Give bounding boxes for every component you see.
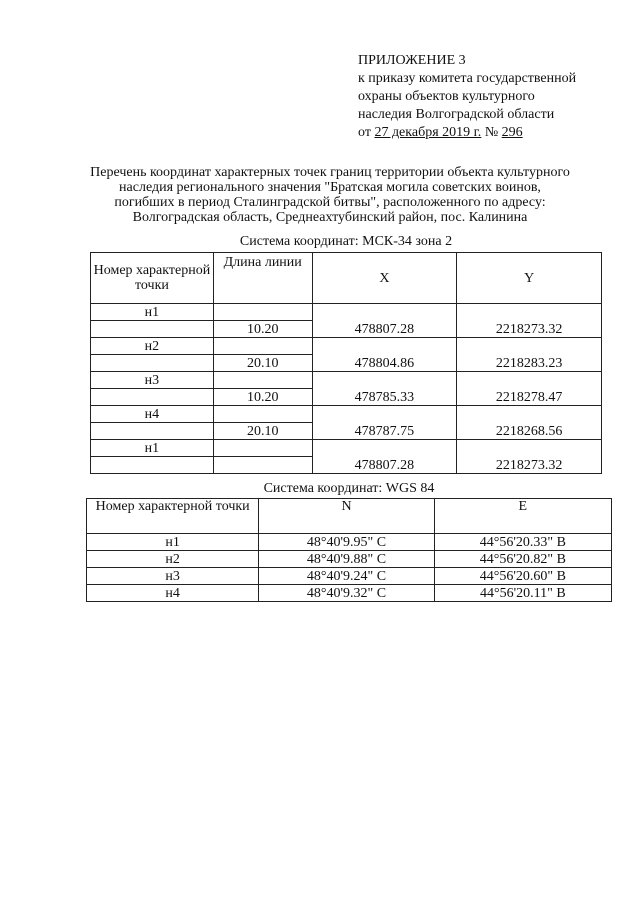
order-number: 296 xyxy=(501,125,523,140)
line-length: 10.20 xyxy=(213,389,312,406)
header-point-number: Номер характерной точки xyxy=(87,499,259,534)
order-line-1: к приказу комитета государственной xyxy=(358,71,577,86)
appendix-number: ПРИЛОЖЕНИЕ 3 xyxy=(358,53,466,68)
empty-cell xyxy=(213,372,312,389)
order-line-3: наследия Волгоградской области xyxy=(358,107,555,122)
x-value: 478787.75 xyxy=(312,406,457,440)
latitude-value: 48°40'9.24" С xyxy=(259,568,434,585)
empty-cell xyxy=(91,457,214,474)
table2-caption: Система координат: WGS 84 xyxy=(263,481,435,496)
longitude-value: 44°56'20.33" В xyxy=(434,534,611,551)
table-row xyxy=(87,585,612,602)
x-value: 478807.28 xyxy=(312,440,457,474)
point-name: н3 xyxy=(91,372,214,389)
empty-cell xyxy=(91,389,214,406)
y-value: 2218283.23 xyxy=(457,338,602,372)
empty-cell xyxy=(213,338,312,355)
point-name: н1 xyxy=(87,534,259,551)
x-value: 478807.28 xyxy=(312,304,457,338)
wgs84-coordinates-table xyxy=(86,498,612,602)
table1-caption: Система координат: МСК-34 зона 2 xyxy=(239,234,453,249)
table-row xyxy=(87,534,612,551)
point-name: н2 xyxy=(87,551,259,568)
longitude-value: 44°56'20.60" В xyxy=(434,568,611,585)
title-line-4: Волгоградская область, Среднеахтубинский район, пос. Калинина xyxy=(132,210,528,225)
empty-cell xyxy=(213,304,312,321)
table-header-row xyxy=(91,253,602,304)
longitude-value: 44°56'20.82" В xyxy=(434,551,611,568)
order-date: 27 декабря 2019 г. xyxy=(374,125,482,140)
line-length: 10.20 xyxy=(213,321,312,338)
x-value: 478785.33 xyxy=(312,372,457,406)
order-line-2: охраны объектов культурного xyxy=(358,89,535,104)
header-n: N xyxy=(259,499,434,534)
empty-cell xyxy=(213,406,312,423)
title-line-3: погибших в период Сталинградской битвы", расположенного по адресу: xyxy=(114,195,546,210)
empty-cell xyxy=(91,423,214,440)
table-header-row xyxy=(87,499,612,534)
table-row xyxy=(91,304,602,321)
title-line-1: Перечень координат характерных точек границ территории объекта культурного xyxy=(90,165,570,180)
table-row xyxy=(91,406,602,423)
header-y: Y xyxy=(457,253,602,304)
header-point-number: Номер характерной точки xyxy=(91,253,214,304)
table-row xyxy=(87,568,612,585)
header-e: E xyxy=(434,499,611,534)
order-date-line xyxy=(358,124,628,142)
empty-cell xyxy=(91,355,214,372)
point-name: н2 xyxy=(91,338,214,355)
title-line-2: наследия регионального значения "Братская могила советских воинов, xyxy=(119,180,541,195)
header-x: X xyxy=(312,253,457,304)
y-value: 2218273.32 xyxy=(457,304,602,338)
x-value: 478804.86 xyxy=(312,338,457,372)
document-title xyxy=(40,165,620,225)
line-length: 20.10 xyxy=(213,423,312,440)
table-row xyxy=(91,440,602,457)
y-value: 2218273.32 xyxy=(457,440,602,474)
number-prefix: № xyxy=(481,125,502,140)
empty-cell xyxy=(91,321,214,338)
latitude-value: 48°40'9.88" С xyxy=(259,551,434,568)
empty-cell xyxy=(213,440,312,457)
msk34-coordinates-table xyxy=(90,252,602,474)
latitude-value: 48°40'9.32" С xyxy=(259,585,434,602)
line-length: 20.10 xyxy=(213,355,312,372)
empty-cell xyxy=(213,457,312,474)
latitude-value: 48°40'9.95" С xyxy=(259,534,434,551)
table-row xyxy=(91,372,602,389)
point-name: н1 xyxy=(91,304,214,321)
date-prefix: от xyxy=(358,125,375,140)
longitude-value: 44°56'20.11" В xyxy=(434,585,611,602)
point-name: н3 xyxy=(87,568,259,585)
point-name: н1 xyxy=(91,440,214,457)
y-value: 2218278.47 xyxy=(457,372,602,406)
table-row xyxy=(91,338,602,355)
point-name: н4 xyxy=(91,406,214,423)
header-line-length: Длина линии xyxy=(213,253,312,304)
point-name: н4 xyxy=(87,585,259,602)
appendix-header xyxy=(358,52,628,142)
table-row xyxy=(87,551,612,568)
y-value: 2218268.56 xyxy=(457,406,602,440)
